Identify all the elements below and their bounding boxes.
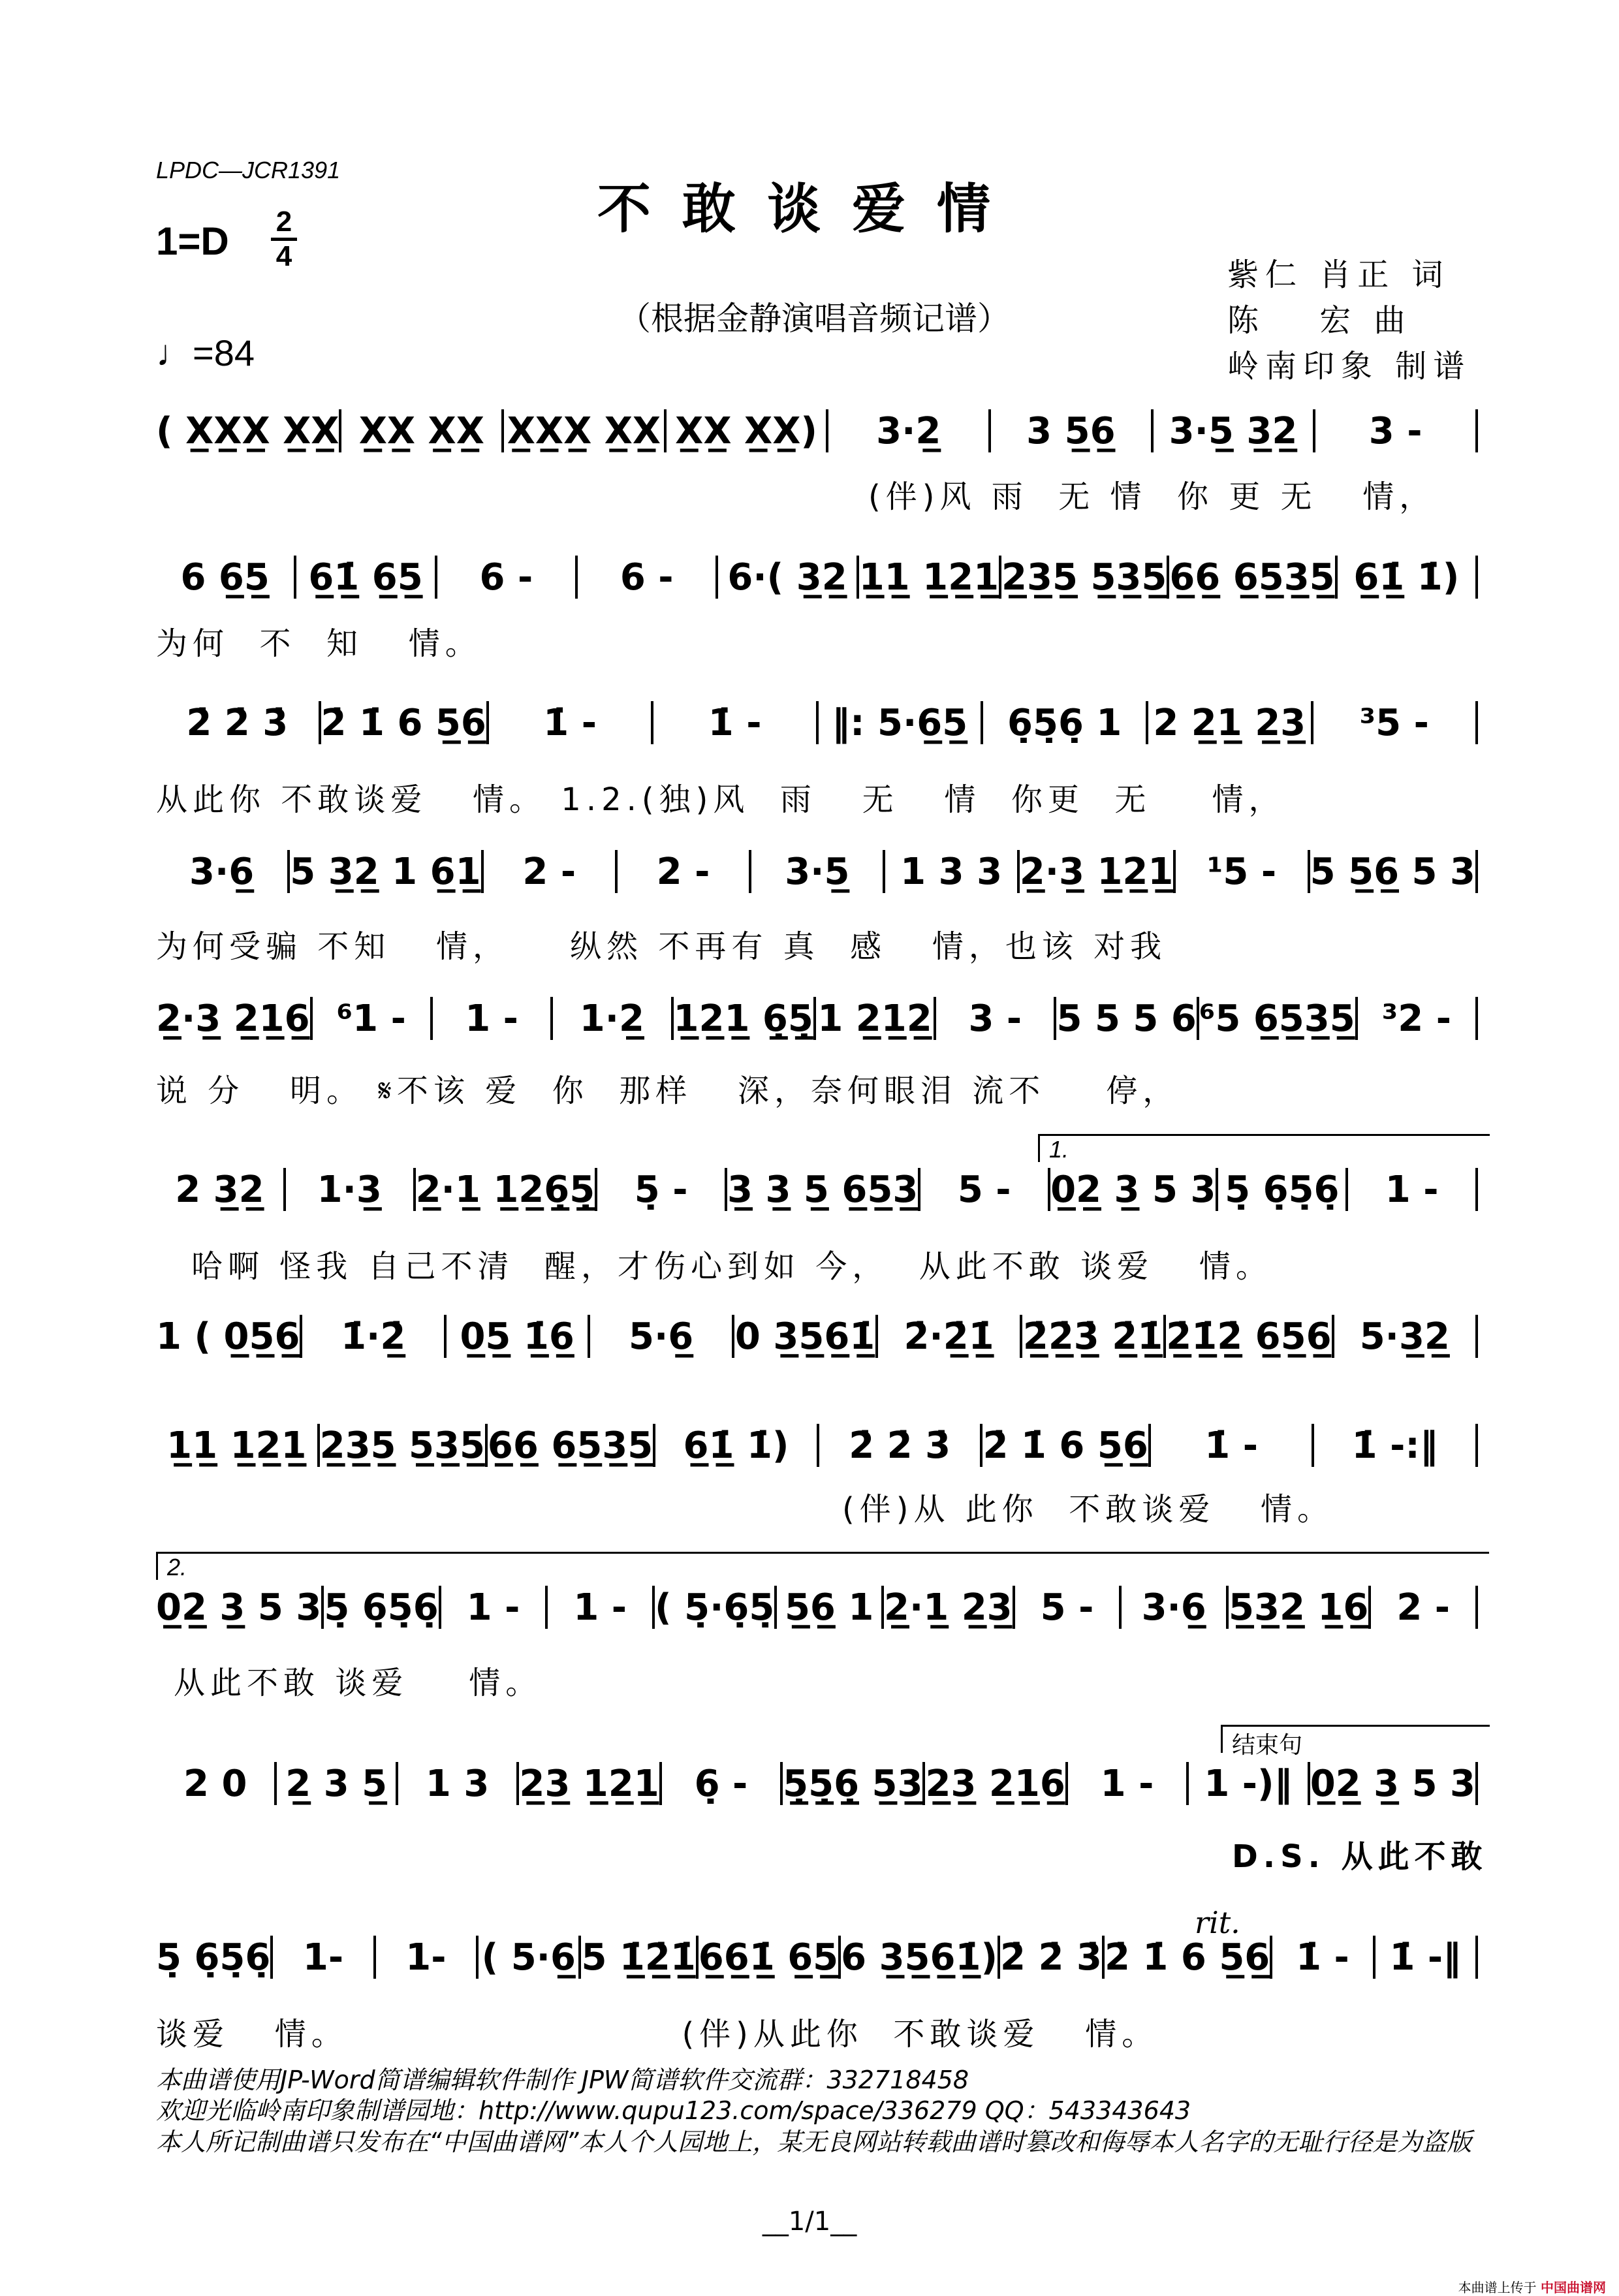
- score-line: [156, 1934, 1478, 1980]
- barline: [1475, 1315, 1478, 1358]
- measure: 2̇ 1̇ 6 5̲6̲: [321, 701, 486, 744]
- measure: ⁶1 -: [336, 997, 406, 1040]
- volta-bracket: 1.: [1038, 1134, 1490, 1162]
- measure: 2̲3̲ 2̲1̲6̲: [925, 1762, 1065, 1805]
- measure: 3·5̲ 3̲2̲: [1169, 409, 1298, 452]
- measure: 6̲1̲̇ 1̇): [1353, 556, 1460, 599]
- measure: 6̲1̲̇ 6̲5̲: [308, 556, 423, 599]
- measure: 1̲1̲ 1̲2̲1̲: [166, 1424, 307, 1467]
- score-line: [156, 1761, 1478, 1806]
- measure: 1 3 3: [900, 850, 1003, 893]
- measure: X̲X̲ X̲X̲): [675, 409, 817, 452]
- score-code: LPDC—JCR1391: [156, 157, 341, 183]
- measure: 1·2̲: [579, 997, 644, 1040]
- measure: 5 5̲6̲ 5 3: [1310, 850, 1475, 893]
- measure: 5 -: [957, 1168, 1011, 1211]
- score-line: [156, 700, 1478, 746]
- measure: 2 -: [522, 850, 576, 893]
- volta-bracket: 2.: [156, 1552, 1489, 1580]
- time-signature: [271, 208, 297, 271]
- measure: 2̇·2̲̇1̲̇: [904, 1315, 994, 1358]
- measure: ( 5·6̲: [481, 1936, 576, 1979]
- barline: [1475, 556, 1478, 599]
- measure: 5̲6̲ 1: [784, 1586, 874, 1629]
- measure: ³5 -: [1359, 701, 1429, 744]
- measure: 2 -: [656, 850, 710, 893]
- measure: 2̲·3̲ 1̲2̲1̲: [1019, 850, 1174, 893]
- measure: 2̲̇1̲̇2̲̇ 6̲5̲6̲: [1166, 1315, 1332, 1358]
- page-title: 不敢谈爱情: [597, 178, 1022, 240]
- measure: 1̇ -: [1296, 1936, 1349, 1979]
- lyrics-line: (伴)风 雨 无 情 你 更 无 情，: [868, 479, 1436, 515]
- measure: 5̣ -: [634, 1168, 688, 1211]
- measure: 2̲·3̲ 2̲1̲6̲: [156, 997, 310, 1040]
- lyrics-line: (伴)从 此你 不敢谈爱 情。: [842, 1491, 1334, 1528]
- upload-note: [1458, 2277, 1606, 2296]
- upload-site-logo: 中国曲谱网: [1541, 2280, 1606, 2295]
- measure: 1̇ -: [543, 701, 597, 744]
- measure: 1 -: [1385, 1168, 1439, 1211]
- measure: 1 3: [425, 1762, 490, 1805]
- measure: 6̲6̲ 6̲5̲3̲5̲: [1169, 556, 1335, 599]
- measure: 0̲2̲ 3̲ 5 3: [1310, 1762, 1476, 1805]
- measure: 2̲̇2̲̇3̲̇ 2̲̇1̲̇: [1022, 1315, 1163, 1358]
- key-signature: 1=D: [156, 219, 229, 263]
- measure: 2 0: [183, 1762, 247, 1805]
- measure: 6̲1̲̇ 1̇): [683, 1424, 789, 1467]
- lyrics-line: 从此不敢 谈爱 情。: [174, 1665, 542, 1701]
- footer-line-2: 欢迎光临岭南印象制谱园地：http://www.qupu123.com/space/336279 QQ：543343643: [156, 2096, 1191, 2125]
- measure: 1̲1̲ 1̲2̲1̲: [858, 556, 999, 599]
- measure: 6 -: [479, 556, 533, 599]
- measure: 6·( 3̲2̲: [727, 556, 847, 599]
- measure: ¹5 -: [1206, 850, 1277, 893]
- measure: 2̲·1̲ 2̲3̲: [884, 1586, 1013, 1629]
- measure: 1 -: [573, 1586, 627, 1629]
- page-number: __1/1__: [762, 2207, 857, 2237]
- measure: 6 6̲5̲: [180, 556, 270, 599]
- measure: 1̇ -:‖: [1351, 1424, 1438, 1467]
- measure: 6̲6̲1̲̇ 6̲5̲: [698, 1936, 839, 1979]
- barline: [1475, 701, 1478, 744]
- arranger-credit: 岭南印象 制谱: [1227, 348, 1471, 385]
- measure: ( X̲X̲X̲ X̲X̲: [156, 409, 339, 452]
- measure: 5̣ 6̣5̣6̣: [1225, 1168, 1340, 1211]
- lyrics-line: D.S. 从此不敢: [1232, 1838, 1488, 1875]
- measure: 1 -)‖: [1204, 1762, 1293, 1805]
- lyrics-line: 谈爱 情。 (伴)从此你 不敢谈爱 情。: [156, 2016, 1159, 2052]
- score-line: [156, 1167, 1478, 1212]
- measure: 1 -: [466, 1586, 520, 1629]
- measure: 5 1̲̇2̲̇1̲̇: [581, 1936, 696, 1979]
- measure: 2̲3̲ 1̲2̲1̲: [519, 1762, 659, 1805]
- measure: 6̲6̲ 6̲5̲3̲5̲: [487, 1424, 653, 1467]
- barline: [1475, 1762, 1478, 1805]
- measure: 1̇ -: [1204, 1424, 1258, 1467]
- footer-line-3: 本人所记制曲谱只发布在“中国曲谱网”本人个人园地上，某无良网站转载曲谱时篡改和侮辱本人名字的无耻行径是为盗版: [156, 2128, 1472, 2156]
- measure: 2̇ 1̇ 6 5̲6̲: [982, 1424, 1148, 1467]
- lyricist-credit: 紫仁 肖正 词: [1227, 257, 1450, 293]
- score-line: [156, 849, 1478, 894]
- barline: [1475, 409, 1478, 452]
- time-top: 2: [275, 206, 292, 238]
- measure: 3·2̲: [876, 409, 941, 452]
- barline: [1475, 1168, 1478, 1211]
- composer-credit: 陈 宏 曲: [1227, 302, 1412, 339]
- measure: 5 3̲2̲ 1 6̲1̲: [290, 850, 481, 893]
- lyrics-line: 为何 不 知 情。: [156, 625, 482, 662]
- ritardando-mark: rit.: [1195, 1905, 1240, 1940]
- measure: 6 3̲5̲6̲1̲̇): [841, 1936, 998, 1979]
- barline: [1475, 1424, 1478, 1467]
- measure: 2 2̲1̲ 2̲3̲: [1153, 701, 1306, 744]
- measure: 1̇ -: [708, 701, 762, 744]
- measure: 3 -: [968, 997, 1022, 1040]
- measure: ⁶5 6̲5̲3̲5̲: [1199, 997, 1355, 1040]
- measure: 3̲ 3̲ 5̲ 6̲5̲3̲: [727, 1168, 919, 1211]
- measure: 6̣ -: [694, 1762, 748, 1805]
- measure: 3·6̲: [1141, 1586, 1206, 1629]
- measure: 5̣̲5̣̲6̣̲ 5̲3̲: [783, 1762, 923, 1805]
- measure: 5 5 5 6: [1056, 997, 1197, 1040]
- upload-prefix: 本曲谱上传于: [1458, 2280, 1537, 2295]
- measure: ‖: 5·6̲5̲: [832, 701, 968, 744]
- tempo-marking: ♩=84: [156, 332, 255, 373]
- measure: 1̲2̲1̲ 6̣̲5̣̲: [673, 997, 813, 1040]
- footer-line-1: 本曲谱使用JP-Word简谱编辑软件制作 JPW简谱软件交流群：332718458: [156, 2066, 969, 2094]
- score-line: [156, 1423, 1478, 1468]
- coda-label: 结束句: [1221, 1725, 1490, 1753]
- measure: 0̲5̲ 1̲̇6̲: [460, 1315, 574, 1358]
- measure: 2̲3̲5̲ 5̲3̲5̲: [1001, 556, 1167, 599]
- measure: 5̲3̲2̲ 1̲6̲: [1229, 1586, 1369, 1629]
- measure: 2 -: [1396, 1586, 1451, 1629]
- measure: 5̣ 6̣5̣6̣: [324, 1586, 439, 1629]
- measure: 1 2̲1̲2̲: [817, 997, 932, 1040]
- barline: [1475, 997, 1478, 1040]
- measure: 2̇ 2̇ 3̇: [186, 701, 289, 744]
- measure: 3 5̲6̲: [1026, 409, 1116, 452]
- lyrics-line: 说 分 明。 𝄋不该 爱 你 那样 深，奈何眼泪 流不 停，: [156, 1073, 1180, 1109]
- measure: 3·5̲: [785, 850, 850, 893]
- measure: 1̇·2̲̇: [341, 1315, 406, 1358]
- measure: 2̲·1̲ 1̲2̲6̣̲5̣̲: [415, 1168, 595, 1211]
- measure: 2̇ 2̇ 3̇: [1000, 1936, 1102, 1979]
- time-bottom: 4: [275, 240, 292, 272]
- measure: 2̲ 3 5̲: [285, 1762, 388, 1805]
- measure: 5·3̲2̲: [1359, 1315, 1450, 1358]
- measure: 1̇ -‖: [1389, 1936, 1462, 1979]
- measure: X̲X̲X̲ X̲X̲: [507, 409, 661, 452]
- lyrics-line: 从此你 不敢谈爱 情。 1.2.(独)风 雨 无 情 你更 无 情，: [156, 781, 1285, 818]
- barline: [1475, 1586, 1478, 1629]
- measure: 1-: [405, 1936, 447, 1979]
- score-line: [156, 408, 1478, 454]
- measure: 2̇ 1̇ 6 5̲6̲: [1104, 1936, 1270, 1979]
- measure: 5̣ 6̣5̣6̣: [156, 1936, 271, 1979]
- measure: 0 3̲5̲6̲1̲̇: [734, 1315, 875, 1358]
- measure: ( 5̣·6̣5̣: [655, 1586, 775, 1629]
- measure: 3 -: [1368, 409, 1423, 452]
- barline: [1475, 1936, 1478, 1979]
- measure: 1 -: [1100, 1762, 1154, 1805]
- score-line: [156, 996, 1478, 1041]
- measure: 2̇ 2̇ 3̇: [849, 1424, 951, 1467]
- measure: 0̲2̲ 3̲ 5 3: [156, 1586, 322, 1629]
- measure: 2̲3̲5̲ 5̲3̲5̲: [319, 1424, 485, 1467]
- barline: [1475, 850, 1478, 893]
- measure: 1 -: [465, 997, 518, 1040]
- lyrics-line: 哈啊 怪我 自己不清 醒，才伤心到如 今， 从此不敢 谈爱 情。: [191, 1248, 1272, 1285]
- measure: 5·6̲: [629, 1315, 694, 1358]
- measure: X̲X̲ X̲X̲: [358, 409, 484, 452]
- score-line: [156, 554, 1478, 600]
- measure: 1 ( 0̲5̲6̲: [156, 1315, 300, 1358]
- measure: 1-: [302, 1936, 344, 1979]
- lyrics-line: 为何受骗 不知 情， 纵然 不再有 真 感 情，也该 对我: [156, 928, 1167, 965]
- measure: 6 -: [620, 556, 674, 599]
- measure: 3·6̲: [189, 850, 255, 893]
- measure: 1·3̲: [317, 1168, 382, 1211]
- score-line: [156, 1584, 1478, 1630]
- score-line: [156, 1313, 1478, 1359]
- measure: 2 3̲2̲: [175, 1168, 264, 1211]
- measure: 6̣5̣6̣ 1: [1007, 701, 1122, 744]
- measure: ³2 -: [1381, 997, 1451, 1040]
- subtitle: （根据金静演唱音频记谱）: [618, 300, 1010, 338]
- measure: 0̲2̲ 3̲ 5 3: [1050, 1168, 1216, 1211]
- measure: 5 -: [1040, 1586, 1094, 1629]
